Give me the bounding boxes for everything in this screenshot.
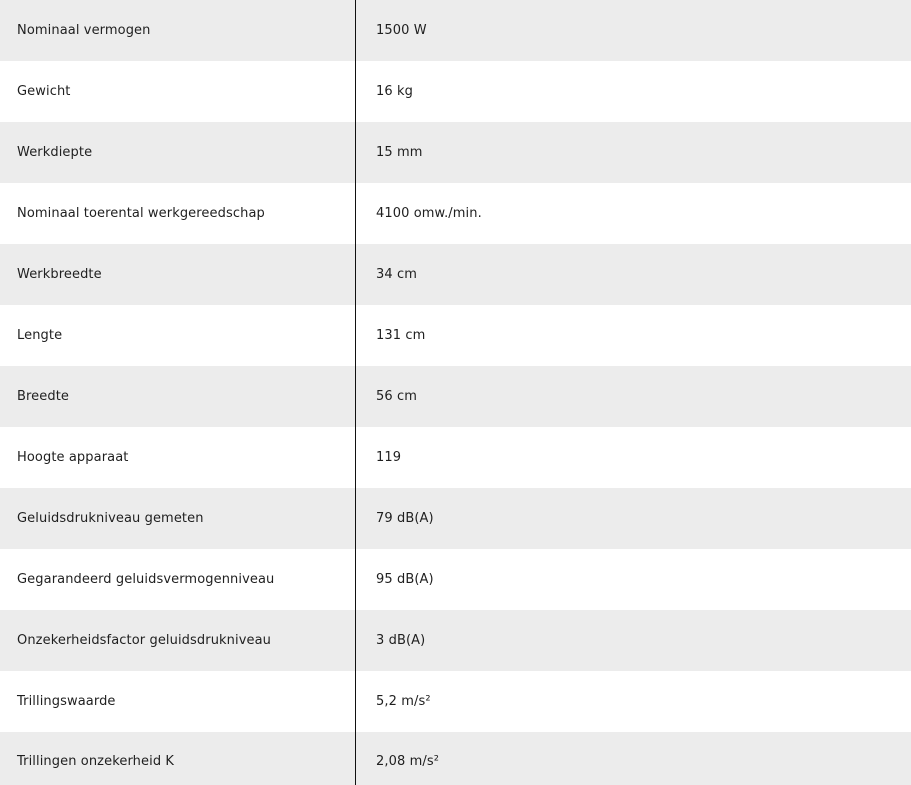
spec-value: 34 cm xyxy=(376,267,417,282)
spec-value: 15 mm xyxy=(376,145,423,160)
spec-label: Geluidsdrukniveau gemeten xyxy=(0,488,356,549)
spec-value: 5,2 m/s² xyxy=(376,694,431,709)
spec-row xyxy=(0,732,911,785)
spec-label: Nominaal toerental werkgereedschap xyxy=(0,183,356,244)
spec-label: Trillingswaarde xyxy=(0,671,356,732)
spec-value: 131 cm xyxy=(376,328,426,343)
spec-row xyxy=(0,549,911,610)
spec-row xyxy=(0,183,911,244)
spec-value: 4100 omw./min. xyxy=(376,206,482,221)
spec-value: 56 cm xyxy=(376,389,417,404)
spec-row xyxy=(0,610,911,671)
spec-value: 79 dB(A) xyxy=(376,511,434,526)
spec-row xyxy=(0,0,911,61)
spec-label: Gegarandeerd geluidsvermogenniveau xyxy=(0,549,356,610)
spec-value: 16 kg xyxy=(376,84,413,99)
spec-value: 2,08 m/s² xyxy=(376,753,440,769)
spec-label: Werkbreedte xyxy=(0,244,356,305)
spec-row xyxy=(0,488,911,549)
spec-row xyxy=(0,61,911,122)
spec-label: Trillingen onzekerheid K xyxy=(0,732,356,785)
spec-row xyxy=(0,366,911,427)
spec-row xyxy=(0,671,911,732)
spec-label: Gewicht xyxy=(0,61,356,122)
spec-row xyxy=(0,305,911,366)
spec-row xyxy=(0,244,911,305)
spec-row xyxy=(0,122,911,183)
spec-label: Onzekerheidsfactor geluidsdrukniveau xyxy=(0,610,356,671)
spec-label: Werkdiepte xyxy=(0,122,356,183)
spec-value: 3 dB(A) xyxy=(376,633,426,648)
spec-label: Nominaal vermogen xyxy=(0,0,356,61)
spec-value: 119 xyxy=(376,450,402,465)
spec-row xyxy=(0,427,911,488)
spec-label: Lengte xyxy=(0,305,356,366)
spec-value: 1500 W xyxy=(376,23,427,38)
spec-label: Breedte xyxy=(0,366,356,427)
spec-value: 95 dB(A) xyxy=(376,572,434,587)
spec-label: Hoogte apparaat xyxy=(0,427,356,488)
